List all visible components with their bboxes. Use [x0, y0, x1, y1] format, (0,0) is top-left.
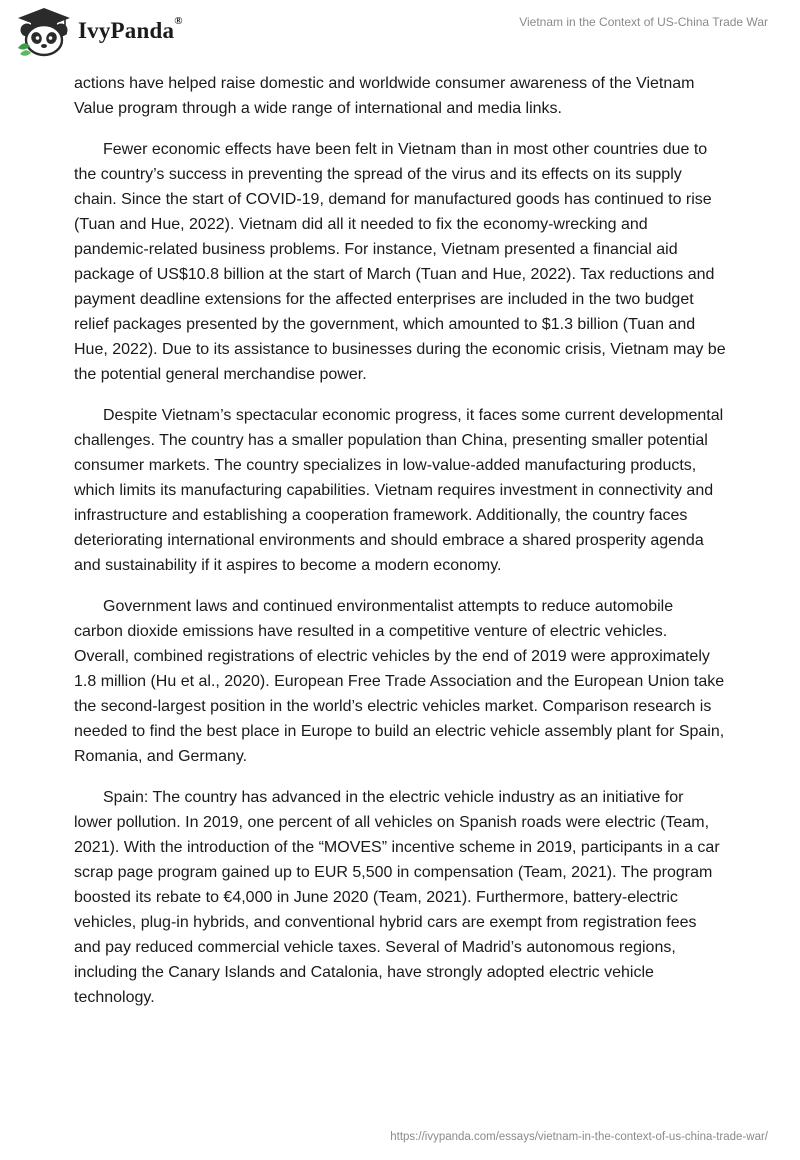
paragraph: Fewer economic effects have been felt in Vietnam than in most other countries due to the country’s success in preventing the spread of the virus and its effects on its supply chain. Since the start of COVID-19, demand for manufactured goods has continued to rise (Tuan and Hue, 2022). Vietnam did all it needed to fix the economy-wrecking and pandemic-related business problems. For instance, Vietnam presented a financial aid package of US$10.8 billion at the start of March (Tuan and Hue, 2022). Tax reductions and payment deadline extensions for the affected enterprises are included in the two budget relief packages presented by the government, which amounted to $1.3 billion (Tuan and Hue, 2022). Due to its assistance to businesses during the economic crisis, Vietnam may be the potential general merchandise power.	[74, 141, 726, 383]
page-header	[0, 0, 800, 64]
source-url[interactable]: https://ivypanda.com/essays/vietnam-in-the-context-of-us-china-trade-war/	[390, 1131, 768, 1143]
paragraph: actions have helped raise domestic and worldwide consumer awareness of the Vietnam Value program through a wide range of international and media links.	[74, 75, 695, 117]
brand-name: IvyPanda®	[78, 15, 183, 43]
paragraph: Spain: The country has advanced in the electric vehicle industry as an initiative for lower pollution. In 2019, one percent of all vehicles on Spanish roads were electric (Team, 2021). With the introduction of the “MOVES” incentive scheme in 2019, participants in a car scrap page program gained up to EUR 5,500 in compensation (Team, 2021). The program boosted its rebate to €4,000 in June 2020 (Team, 2021). Furthermore, battery-electric vehicles, plug-in hybrids, and conventional hybrid cars are exempt from registration fees and pay reduced commercial vehicle taxes. Several of Madrid’s autonomous regions, including the Canary Islands and Catalonia, have strongly adopted electric vehicle technology.	[74, 789, 720, 1006]
panda-graduate-icon	[14, 6, 74, 58]
registered-mark: ®	[174, 15, 183, 27]
document-title: Vietnam in the Context of US-China Trade War	[519, 15, 768, 29]
paragraph: Government laws and continued environmentalist attempts to reduce automobile carbon dioxide emissions have resulted in a competitive venture of electric vehicles. Overall, combined registrations of electric vehicles by the end of 2019 were approximately 1.8 million (Hu et al., 2020). European Free Trade Association and the European Union take the second-largest position in the world’s electric vehicles market. Comparison research is needed to find the best place in Europe to build an electric vehicle assembly plant for Spain, Romania, and Germany.	[74, 598, 725, 765]
essay-body	[74, 71, 726, 1026]
ivypanda-logo[interactable]	[14, 6, 204, 58]
paragraph: Despite Vietnam’s spectacular economic progress, it faces some current developmental challenges. The country has a smaller population than China, presenting smaller potential consumer markets. The country specializes in low-value-added manufacturing products, which limits its manufacturing capabilities. Vietnam requires investment in connectivity and infrastructure and establishing a cooperation framework. Additionally, the country faces deteriorating international environments and should embrace a shared prosperity agenda and sustainability if it aspires to become a modern economy.	[74, 407, 724, 574]
